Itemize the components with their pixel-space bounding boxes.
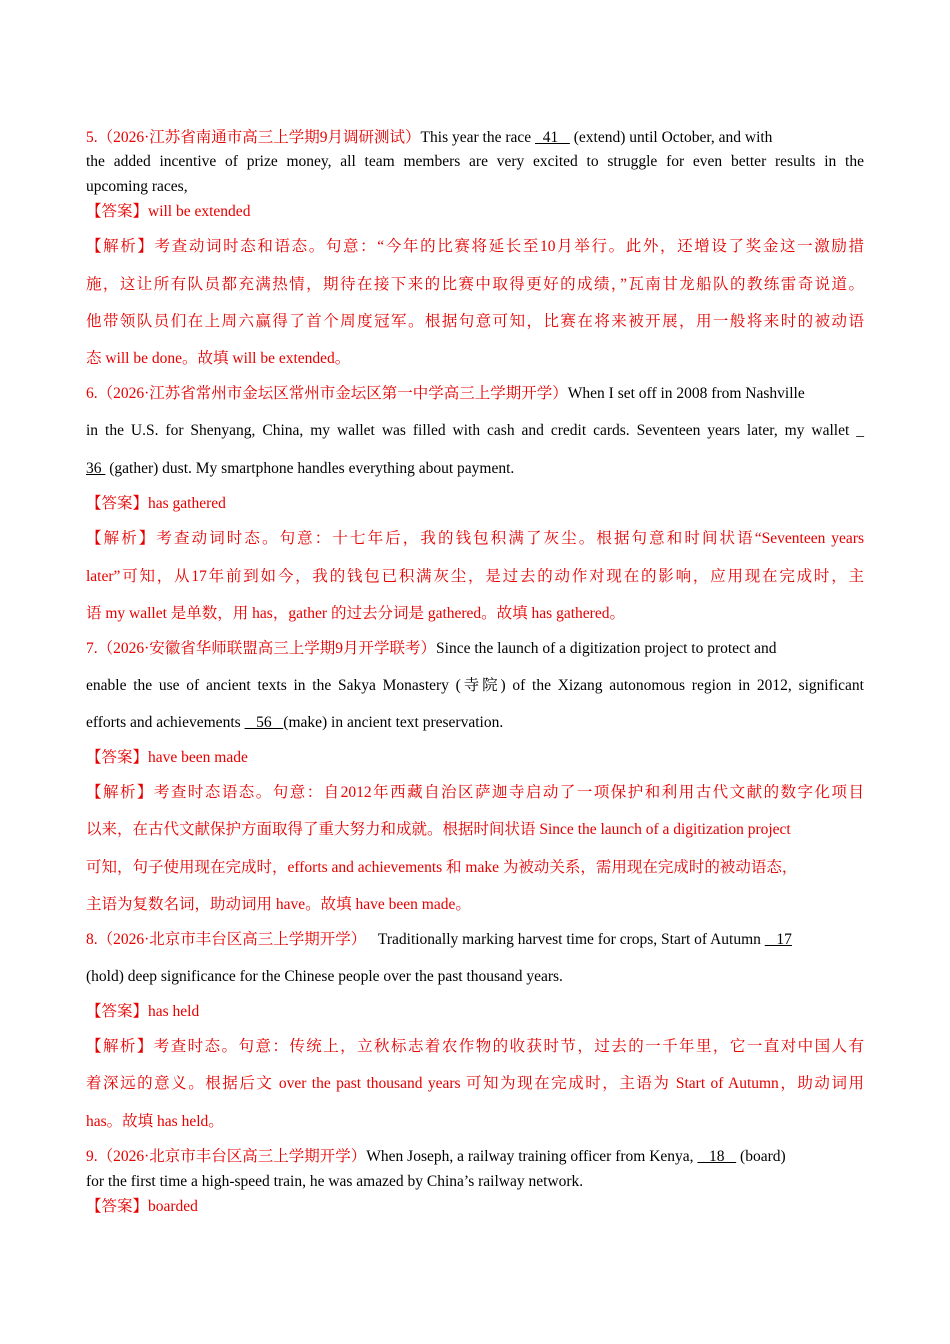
q7-text: Since the launch of a digitization project to protect and xyxy=(436,640,777,657)
q8-explanation-2: 着深远的意义。根据后文 over the past thousand years 可知为现在完成时，主语为 Start of Autumn，助动词用 xyxy=(86,1075,864,1092)
q8-blank: 17 xyxy=(764,931,792,948)
q7-blank: 56 xyxy=(244,714,284,731)
q8-source: 8.（2026·北京市丰台区高三上学期开学） xyxy=(86,931,367,948)
q7-source: 7.（2026·安徽省华师联盟高三上学期9月开学联考） xyxy=(86,640,437,657)
q6-explanation-3: 语 my wallet 是单数，用 has，gather 的过去分词是 gathered。故填 has gathered。 xyxy=(86,605,625,622)
q9-line-1 xyxy=(86,1146,864,1168)
q6-answer: 【答案】has gathered xyxy=(86,495,226,512)
q6-line-1 xyxy=(86,383,864,405)
q5-line-3: upcoming races, xyxy=(86,178,188,195)
q7-text: efforts and achievements xyxy=(86,714,245,731)
q9-text: When Joseph, a railway training officer from Kenya, xyxy=(366,1148,698,1165)
q8-line-1 xyxy=(86,929,864,951)
q6-text: (gather) dust. My smartphone handles everything about payment. xyxy=(105,460,515,477)
q7-line-2: enable the use of ancient texts in the Sakya Monastery (寺院) of the Xizang autonomous region in 2012, significant xyxy=(86,677,864,694)
q8-answer: 【答案】has held xyxy=(86,1003,200,1020)
q9-blank: 18 xyxy=(697,1148,737,1165)
q7-answer: 【答案】have been made xyxy=(86,749,248,766)
q9-answer: 【答案】boarded xyxy=(86,1198,198,1215)
q8-text: Traditionally marking harvest time for crops, Start of Autumn xyxy=(377,931,765,948)
q5-explanation-1: 【解析】考查动词时态和语态。句意：“今年的比赛将延长至10月举行。此外，还增设了奖金这一激励措 xyxy=(86,238,864,255)
q6-source: 6.（2026·江苏省常州市金坛区常州市金坛区第一中学高三上学期开学） xyxy=(86,385,568,402)
q9-line-2: for the first time a high-speed train, he was amazed by China’s railway network. xyxy=(86,1173,584,1190)
q5-explanation-3: 他带领队员们在上周六赢得了首个周度冠军。根据句意可知，比赛在将来被开展，用一般将来时的被动语 xyxy=(86,313,864,330)
q7-line-1 xyxy=(86,638,864,660)
q5-line-2: the added incentive of prize money, all team members are very excited to struggle for even better results in the xyxy=(86,153,864,170)
q8-line-2: (hold) deep significance for the Chinese people over the past thousand years. xyxy=(86,968,563,985)
q5-text: (extend) until October, and with xyxy=(569,129,773,146)
q8-explanation-1: 【解析】考查时态。句意：传统上，立秋标志着农作物的收获时节，过去的一千年里，它一直对中国人有 xyxy=(86,1038,864,1055)
q5-explanation-2: 施，这让所有队员都充满热情，期待在接下来的比赛中取得更好的成绩，”瓦南甘龙船队的教练雷奇说道。 xyxy=(86,276,864,293)
q9-source: 9.（2026·北京市丰台区高三上学期开学） xyxy=(86,1148,367,1165)
q7-explanation-1: 【解析】考查时态语态。句意：自2012年西藏自治区萨迦寺启动了一项保护和利用古代文献的数字化项目 xyxy=(86,784,864,801)
q6-line-3 xyxy=(86,458,864,480)
q7-explanation-3: 可知，句子使用现在完成时，efforts and achievements 和 make 为被动关系，需用现在完成时的被动语态， xyxy=(86,859,798,876)
q7-explanation-4: 主语为复数名词，助动词用 have。故填 have been made。 xyxy=(86,896,471,913)
q5-text: This year the race xyxy=(420,129,536,146)
q6-text: When I set off in 2008 from Nashville xyxy=(567,385,805,402)
q5-answer: 【答案】will be extended xyxy=(86,203,251,220)
q6-explanation-1: 【解析】考查动词时态。句意：十七年后，我的钱包积满了灰尘。根据句意和时间状语“Seventeen years xyxy=(86,530,864,547)
q5-explanation-4: 态 will be done。故填 will be extended。 xyxy=(86,350,351,367)
q7-explanation-2: 以来，在古代文献保护方面取得了重大努力和成就。根据时间状语 Since the launch of a digitization project xyxy=(86,821,791,838)
q5-blank: 41 xyxy=(535,129,570,146)
q5-line-1 xyxy=(86,127,864,149)
q7-text: (make) in ancient text preservation. xyxy=(283,714,504,731)
q6-blank: 36 xyxy=(86,460,106,477)
q6-explanation-2: later”可知，从17年前到如今，我的钱包已积满灰尘，是过去的动作对现在的影响，应用现在完成时，主 xyxy=(86,568,864,585)
q6-line-2: in the U.S. for Shenyang, China, my wallet was filled with cash and credit cards. Seventeen years later, my wallet _ xyxy=(86,422,864,439)
q5-source: 5.（2026·江苏省南通市高三上学期9月调研测试） xyxy=(86,129,421,146)
q7-line-3 xyxy=(86,712,864,734)
q8-explanation-3: has。故填 has held。 xyxy=(86,1113,224,1130)
q9-text: (board) xyxy=(736,1148,786,1165)
